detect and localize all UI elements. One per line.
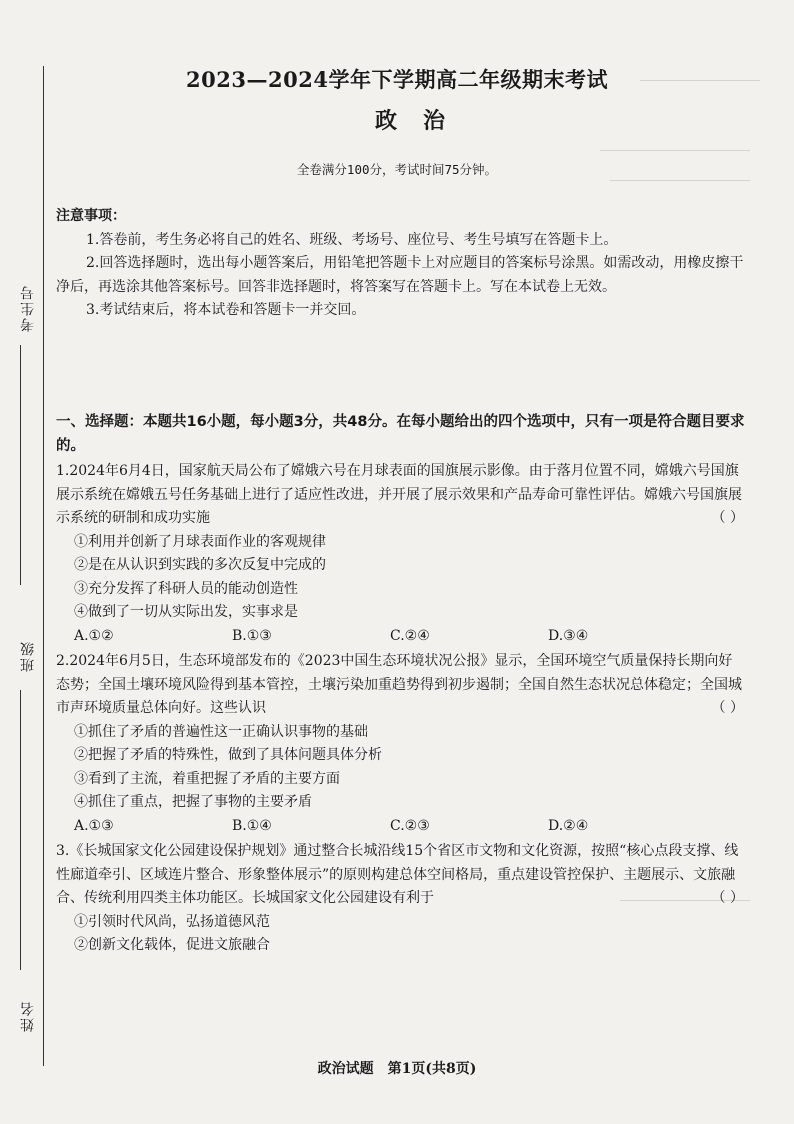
- notice-block: [56, 205, 746, 323]
- question-2: [56, 650, 746, 838]
- notice-item: 2.回答选择题时，选出每小题答案后，用铅笔把答题卡上对应题目的答案标号涂黑。如需改动，用橡皮擦干净后，再选涂其他答案标号。回答非选择题时，将答案写在答题卡上。写在本试卷上无效。: [56, 255, 744, 295]
- margin-label-exam-no: 考生号: [20, 284, 36, 332]
- question-stem-text: 3.《长城国家文化公园建设保护规划》通过整合长城沿线15个省区市文物和文化资源，按照“核心点段支撑、线性廊道牵引、区域连片整合、形象整体展示”的原则构建总体空间格局，重点建设管控保护、主题展示、文旅融合、传统利用四类主体功能区。长城国家文化公园建设有利于: [56, 843, 739, 906]
- statement: ②是在从认识到实践的多次反复中完成的: [74, 557, 326, 573]
- statement: ③充分发挥了科研人员的能动创造性: [74, 580, 298, 597]
- notice-title: 注意事项：: [56, 208, 126, 224]
- statement: ②把握了矛盾的特殊性，做到了具体问题具体分析: [74, 747, 382, 763]
- bleed-through-mark: [610, 180, 750, 181]
- margin-label-class: 班级: [20, 640, 36, 672]
- answer-parentheses: （ ）: [711, 890, 744, 906]
- margin-label-name: 姓名: [20, 1000, 36, 1032]
- binding-margin-line: [43, 66, 44, 1066]
- statement: ②创新文化载体，促进文旅融合: [74, 937, 270, 953]
- section-heading: 一、选择题：本题共16小题，每小题3分，共48分。在每小题给出的四个选项中，只有一项是符合题目要求的。: [56, 414, 745, 454]
- option-c: C.②③: [390, 817, 430, 834]
- statement: ③看到了主流，着重把握了矛盾的主要方面: [74, 770, 340, 787]
- answer-options: [56, 625, 746, 649]
- notice-item: 3.考试结束后，将本试卷和答题卡一并交回。: [86, 302, 366, 318]
- question-stem: [56, 460, 746, 531]
- exam-info: 全卷满分100分，考试时间75分钟。: [296, 162, 498, 177]
- statement: ①引领时代风尚，弘扬道德风范: [74, 913, 270, 930]
- answer-options: [56, 815, 746, 839]
- question-stem: [56, 650, 746, 721]
- subject-title: 政治: [374, 108, 471, 134]
- option-c: C.②④: [390, 627, 430, 644]
- answer-parentheses: （ ）: [711, 510, 744, 526]
- question-section: [56, 411, 746, 958]
- option-a: A.①②: [74, 627, 114, 644]
- exam-title: 2023—2024学年下学期高二年级期末考试: [186, 67, 608, 92]
- statement: ①抓住了矛盾的普遍性这一正确认识事物的基础: [74, 723, 368, 740]
- statement: ④抓住了重点，把握了事物的主要矛盾: [74, 794, 312, 810]
- option-d: D.②④: [548, 817, 589, 834]
- statement: ①利用并创新了月球表面作业的客观规律: [74, 533, 326, 550]
- margin-rule: [20, 345, 21, 585]
- notice-item: 1.答卷前，考生务必将自己的姓名、班级、考场号、座位号、考生号填写在答题卡上。: [86, 231, 618, 248]
- question-stem: [56, 840, 746, 911]
- answer-parentheses: （ ）: [711, 700, 744, 716]
- question-1: [56, 460, 746, 648]
- option-d: D.③④: [548, 627, 589, 644]
- option-b: B.①③: [232, 627, 272, 644]
- question-stem-text: 1.2024年6月4日，国家航天局公布了嫦娥六号在月球表面的国旗展示影像。由于落月位置不同，嫦娥六号国旗展示系统在嫦娥五号任务基础上进行了适应性改进，并开展了展示效果和产品寿命可靠性评估。嫦娥六号国旗展示系统的研制和成功实施: [56, 463, 742, 526]
- bleed-through-mark: [600, 150, 750, 151]
- option-a: A.①③: [74, 817, 114, 834]
- question-stem-text: 2.2024年6月5日，生态环境部发布的《2023中国生态环境状况公报》显示，全国环境空气质量保持长期向好态势；全国土壤环境风险得到基本管控，土壤污染加重趋势得到初步遏制；全国自然生态状况总体稳定；全国城市声环境质量总体向好。这些认识: [56, 653, 742, 716]
- page-footer: 政治试题 第1页(共8页): [317, 1061, 477, 1077]
- option-b: B.①④: [232, 817, 272, 834]
- question-3: [56, 840, 746, 958]
- margin-rule: [20, 690, 21, 970]
- statement: ④做到了一切从实际出发，实事求是: [74, 604, 298, 620]
